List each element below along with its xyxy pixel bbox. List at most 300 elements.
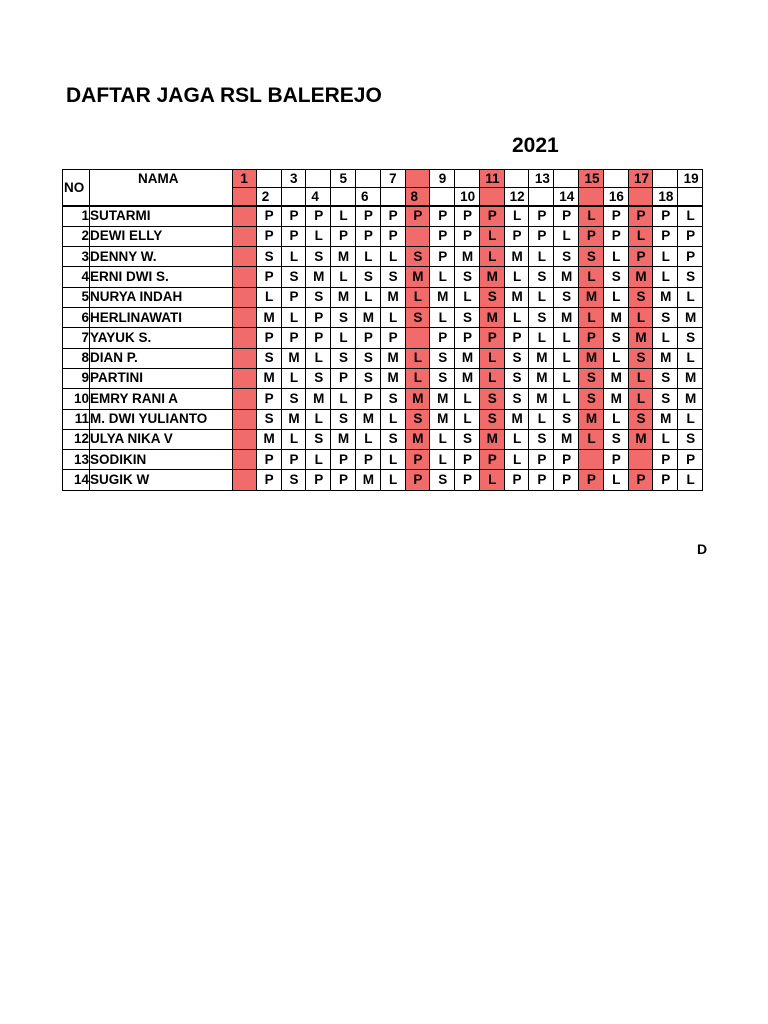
shift-code: S: [289, 268, 299, 284]
shift-code: M: [263, 431, 275, 447]
shift-code: L: [512, 309, 522, 325]
grid-line: [504, 169, 505, 490]
shift-code: L: [265, 289, 274, 305]
shift-code: P: [339, 370, 349, 386]
shift-code: S: [388, 390, 398, 406]
shift-code: L: [537, 411, 546, 426]
shift-code: S: [314, 248, 324, 264]
grid-line: [62, 169, 703, 170]
shift-code: M: [511, 289, 523, 305]
shift-code: L: [587, 309, 596, 325]
shift-code: L: [661, 268, 670, 284]
shift-code: P: [314, 208, 324, 223]
shift-code: S: [339, 411, 349, 426]
shift-code: L: [339, 208, 348, 223]
shift-code: M: [635, 329, 647, 345]
shift-code: P: [289, 208, 299, 223]
shift-code: M: [486, 268, 498, 284]
shift-code: P: [339, 451, 349, 467]
grid-line: [578, 169, 579, 490]
shift-code: P: [264, 228, 274, 244]
grid-line: [62, 246, 703, 247]
shift-code: P: [314, 329, 324, 345]
page-title: DAFTAR JAGA RSL BALEREJO: [66, 84, 382, 107]
shift-code: L: [636, 370, 646, 386]
shift-code: L: [636, 390, 646, 406]
shift-code: S: [636, 350, 646, 366]
shift-code: M: [511, 411, 523, 426]
shift-code: M: [362, 309, 374, 325]
shift-code: M: [437, 390, 449, 406]
shift-code: L: [562, 228, 571, 244]
shift-code: P: [636, 248, 646, 264]
shift-code: S: [686, 431, 696, 447]
shift-code: S: [264, 248, 274, 264]
shift-code: M: [585, 411, 598, 426]
shift-code: L: [488, 228, 497, 244]
grid-line: [256, 169, 257, 490]
shift-code: M: [684, 390, 697, 406]
shift-code: L: [686, 289, 695, 305]
highlight-column-1: [232, 169, 257, 490]
shift-code: L: [314, 228, 323, 244]
shift-code: P: [363, 451, 373, 467]
shift-code: S: [537, 431, 547, 447]
staff-name: M. DWI YULIANTO: [90, 411, 208, 426]
shift-code: L: [339, 390, 348, 406]
shift-code: P: [487, 208, 497, 223]
shift-code: L: [488, 471, 497, 487]
row-number: 1: [81, 208, 89, 223]
shift-code: S: [562, 248, 572, 264]
shift-code: S: [438, 350, 448, 366]
day-number: 19: [683, 171, 699, 186]
shift-code: S: [487, 411, 497, 426]
shift-code: P: [686, 228, 696, 244]
shift-code: L: [661, 248, 670, 264]
shift-code: P: [413, 471, 423, 487]
shift-code: M: [412, 431, 424, 447]
day-number: 14: [559, 189, 575, 204]
shift-code: P: [586, 329, 596, 345]
grid-line: [62, 205, 703, 207]
shift-code: P: [438, 228, 448, 244]
shift-code: P: [661, 228, 671, 244]
grid-line: [454, 169, 455, 490]
shift-code: S: [686, 268, 696, 284]
shift-code: S: [413, 411, 423, 426]
shift-code: L: [587, 268, 596, 284]
shift-code: S: [636, 289, 646, 305]
row-number: 6: [81, 309, 89, 325]
shift-code: L: [537, 248, 546, 264]
shift-code: L: [562, 329, 571, 345]
shift-code: M: [561, 309, 573, 325]
grid-line: [62, 327, 703, 328]
shift-code: M: [437, 411, 449, 426]
shift-code: S: [438, 370, 448, 386]
shift-code: P: [289, 289, 299, 305]
shift-code: P: [562, 208, 572, 223]
shift-code: L: [587, 431, 596, 447]
day-number: 4: [311, 189, 319, 204]
grid-line: [603, 169, 604, 490]
shift-code: S: [661, 309, 671, 325]
grid-line: [62, 449, 703, 450]
shift-code: M: [660, 289, 672, 305]
shift-code: P: [487, 329, 497, 345]
shift-code: P: [264, 451, 274, 467]
shift-code: P: [289, 228, 299, 244]
shift-code: P: [438, 329, 448, 345]
shift-code: S: [636, 411, 646, 426]
staff-name: DENNY W.: [90, 248, 157, 264]
shift-code: L: [512, 268, 522, 284]
shift-code: L: [537, 329, 546, 345]
shift-code: S: [487, 390, 497, 406]
shift-code: P: [314, 309, 324, 325]
day-number: 16: [608, 189, 624, 204]
shift-code: S: [462, 309, 472, 325]
shift-code: S: [363, 370, 373, 386]
shift-code: P: [264, 268, 274, 284]
shift-code: L: [289, 248, 299, 264]
shift-code: P: [487, 451, 497, 467]
shift-code: L: [413, 289, 423, 305]
day-number: 5: [339, 171, 348, 186]
shift-code: P: [363, 228, 373, 244]
shift-code: P: [413, 451, 423, 467]
staff-name: EMRY RANI A: [90, 390, 179, 406]
shift-code: S: [611, 329, 621, 345]
duty-roster-table: [62, 169, 703, 491]
shift-code: P: [413, 208, 423, 223]
day-number: 2: [261, 189, 270, 204]
shift-code: S: [314, 289, 324, 305]
shift-code: M: [561, 268, 573, 284]
shift-code: P: [339, 471, 349, 487]
grid-line: [652, 169, 653, 490]
cut-off-text: D: [697, 541, 708, 557]
shift-code: L: [612, 411, 621, 426]
shift-code: P: [462, 208, 472, 223]
shift-code: L: [537, 289, 546, 305]
shift-code: P: [289, 451, 299, 467]
shift-code: M: [660, 411, 672, 426]
day-number: 8: [410, 189, 419, 204]
shift-code: S: [512, 350, 522, 366]
shift-code: P: [438, 208, 448, 223]
shift-code: L: [562, 390, 571, 406]
shift-code: L: [364, 289, 373, 305]
shift-code: P: [562, 451, 572, 467]
day-number: 1: [240, 171, 248, 186]
shift-code: M: [536, 370, 548, 386]
shift-code: L: [661, 431, 670, 447]
shift-code: M: [313, 390, 325, 406]
shift-code: L: [587, 208, 596, 223]
grid-line: [62, 226, 703, 227]
grid-line: [479, 169, 480, 490]
shift-code: M: [313, 268, 325, 284]
staff-name: SODIKIN: [90, 451, 147, 467]
shift-code: S: [586, 370, 596, 386]
staff-name: SUTARMI: [90, 208, 151, 223]
shift-code: L: [463, 411, 472, 426]
row-number: 4: [81, 268, 89, 284]
shift-code: P: [363, 208, 373, 223]
shift-code: M: [536, 390, 548, 406]
shift-code: S: [611, 431, 621, 447]
shift-code: P: [512, 329, 522, 345]
shift-code: S: [413, 248, 423, 264]
shift-code: L: [686, 350, 695, 366]
shift-code: M: [362, 411, 374, 426]
shift-code: M: [288, 411, 300, 426]
shift-code: M: [684, 370, 697, 386]
grid-line: [305, 169, 306, 490]
shift-code: L: [339, 329, 348, 345]
staff-name: PARTINI: [90, 370, 143, 386]
shift-code: L: [389, 248, 398, 264]
row-number: 9: [81, 370, 89, 386]
shift-code: L: [289, 431, 299, 447]
shift-code: P: [512, 228, 522, 244]
grid-line: [62, 388, 703, 389]
shift-code: L: [389, 471, 398, 487]
shift-code: L: [289, 309, 299, 325]
shift-code: M: [486, 431, 498, 447]
grid-line: [62, 266, 703, 267]
shift-code: P: [611, 208, 621, 223]
shift-code: P: [339, 228, 349, 244]
shift-code: S: [264, 411, 274, 426]
shift-code: L: [314, 451, 323, 467]
shift-code: S: [339, 309, 349, 325]
shift-code: P: [611, 451, 621, 467]
shift-code: M: [263, 370, 275, 386]
shift-code: S: [611, 268, 621, 284]
shift-code: M: [387, 289, 399, 305]
header-no: NO: [64, 180, 85, 195]
shift-code: P: [611, 228, 621, 244]
staff-name: SUGIK W: [90, 471, 150, 487]
shift-code: M: [337, 431, 350, 447]
grid-line: [62, 169, 63, 490]
row-number: 14: [73, 471, 89, 487]
shift-code: P: [462, 329, 472, 345]
shift-code: S: [512, 390, 522, 406]
shift-code: S: [264, 350, 274, 366]
grid-line: [232, 169, 233, 490]
shift-code: M: [660, 350, 672, 366]
day-number: 11: [485, 171, 500, 186]
shift-code: P: [462, 451, 472, 467]
shift-code: L: [389, 309, 398, 325]
grid-line: [62, 348, 703, 349]
shift-code: P: [661, 471, 671, 487]
shift-code: L: [612, 350, 621, 366]
grid-line: [281, 169, 282, 490]
grid-line: [355, 169, 356, 490]
shift-code: L: [463, 390, 472, 406]
shift-code: L: [314, 411, 323, 426]
staff-name: YAYUK S.: [90, 329, 152, 345]
shift-code: P: [388, 208, 398, 223]
shift-code: P: [661, 208, 671, 223]
grid-line: [702, 169, 703, 490]
row-number: 8: [81, 350, 89, 366]
shift-code: L: [686, 411, 695, 426]
shift-code: S: [388, 268, 398, 284]
grid-line: [330, 169, 331, 490]
grid-line: [232, 187, 703, 188]
row-number: 7: [81, 329, 89, 345]
shift-code: P: [586, 471, 596, 487]
grid-line: [380, 169, 381, 490]
staff-name: DEWI ELLY: [90, 228, 163, 244]
staff-name: HERLINAWATI: [90, 309, 182, 325]
shift-code: L: [289, 370, 299, 386]
shift-code: L: [389, 411, 398, 426]
shift-code: P: [537, 228, 547, 244]
shift-code: M: [585, 350, 598, 366]
shift-code: P: [264, 471, 274, 487]
shift-code: S: [586, 390, 596, 406]
row-number: 3: [81, 248, 89, 264]
grid-line: [405, 169, 406, 490]
shift-code: S: [537, 268, 547, 284]
shift-code: L: [438, 309, 447, 325]
shift-code: P: [363, 390, 373, 406]
day-number: 15: [584, 171, 600, 186]
shift-code: M: [610, 370, 622, 386]
shift-code: S: [289, 471, 299, 487]
shift-code: S: [339, 350, 349, 366]
shift-code: S: [388, 431, 398, 447]
shift-code: P: [462, 471, 472, 487]
shift-code: L: [438, 451, 447, 467]
shift-code: S: [363, 268, 373, 284]
shift-code: S: [462, 268, 472, 284]
shift-code: P: [636, 208, 646, 223]
shift-code: S: [537, 309, 547, 325]
shift-code: P: [686, 451, 696, 467]
shift-code: M: [511, 248, 523, 264]
grid-line: [89, 169, 90, 490]
shift-code: P: [537, 208, 547, 223]
shift-code: M: [684, 309, 697, 325]
day-number: 10: [460, 189, 476, 204]
shift-code: P: [314, 471, 324, 487]
day-number: 17: [634, 171, 650, 186]
grid-line: [528, 169, 529, 490]
shift-code: L: [389, 451, 398, 467]
day-number: 12: [509, 189, 525, 204]
shift-code: P: [264, 329, 274, 345]
grid-line: [62, 490, 703, 491]
shift-code: M: [337, 248, 350, 264]
day-number: 7: [389, 171, 397, 186]
shift-code: M: [387, 350, 399, 366]
shift-code: M: [362, 471, 374, 487]
shift-code: M: [585, 289, 598, 305]
shift-code: P: [289, 329, 299, 345]
shift-code: L: [413, 350, 423, 366]
shift-code: P: [686, 248, 696, 264]
shift-code: L: [463, 289, 472, 305]
row-number: 13: [73, 451, 89, 467]
shift-code: M: [610, 309, 622, 325]
shift-code: P: [537, 451, 547, 467]
shift-code: L: [562, 370, 571, 386]
shift-code: M: [263, 309, 275, 325]
grid-line: [677, 169, 678, 490]
staff-name: NURYA INDAH: [90, 289, 183, 305]
shift-code: P: [264, 208, 274, 223]
shift-code: M: [387, 370, 399, 386]
shift-code: P: [388, 228, 398, 244]
shift-code: P: [586, 228, 596, 244]
shift-code: L: [661, 329, 670, 345]
grid-line: [62, 307, 703, 308]
shift-code: M: [461, 370, 474, 386]
shift-code: S: [562, 289, 572, 305]
shift-code: L: [438, 431, 447, 447]
shift-code: L: [512, 451, 522, 467]
grid-line: [62, 287, 703, 288]
grid-line: [62, 409, 703, 410]
shift-code: P: [462, 228, 472, 244]
shift-code: L: [488, 370, 497, 386]
shift-code: P: [562, 471, 572, 487]
shift-code: S: [586, 248, 596, 264]
header-nama: NAMA: [138, 171, 179, 186]
shift-code: L: [488, 248, 497, 264]
shift-code: L: [438, 268, 447, 284]
grid-line: [62, 469, 703, 470]
shift-code: S: [438, 471, 448, 487]
shift-code: L: [562, 350, 571, 366]
shift-code: P: [264, 390, 274, 406]
day-number: 13: [534, 171, 550, 186]
grid-line: [429, 169, 430, 490]
shift-code: M: [635, 268, 647, 284]
shift-code: S: [363, 350, 373, 366]
day-number: 18: [658, 189, 674, 204]
row-number: 2: [81, 228, 89, 244]
grid-line: [62, 368, 703, 369]
shift-code: L: [686, 208, 695, 223]
shift-code: P: [537, 471, 547, 487]
shift-code: M: [536, 350, 548, 366]
shift-code: L: [612, 289, 621, 305]
row-number: 11: [74, 411, 89, 426]
shift-code: S: [314, 431, 324, 447]
day-number: 9: [438, 171, 447, 186]
shift-code: S: [413, 309, 423, 325]
shift-code: L: [686, 471, 695, 487]
shift-code: S: [289, 390, 299, 406]
year-label: 2021: [512, 134, 559, 157]
shift-code: L: [636, 228, 646, 244]
shift-code: M: [461, 350, 474, 366]
shift-code: L: [413, 370, 423, 386]
staff-name: ERNI DWI S.: [90, 268, 169, 284]
shift-code: L: [488, 350, 497, 366]
grid-line: [553, 169, 554, 490]
grid-line: [628, 169, 629, 490]
